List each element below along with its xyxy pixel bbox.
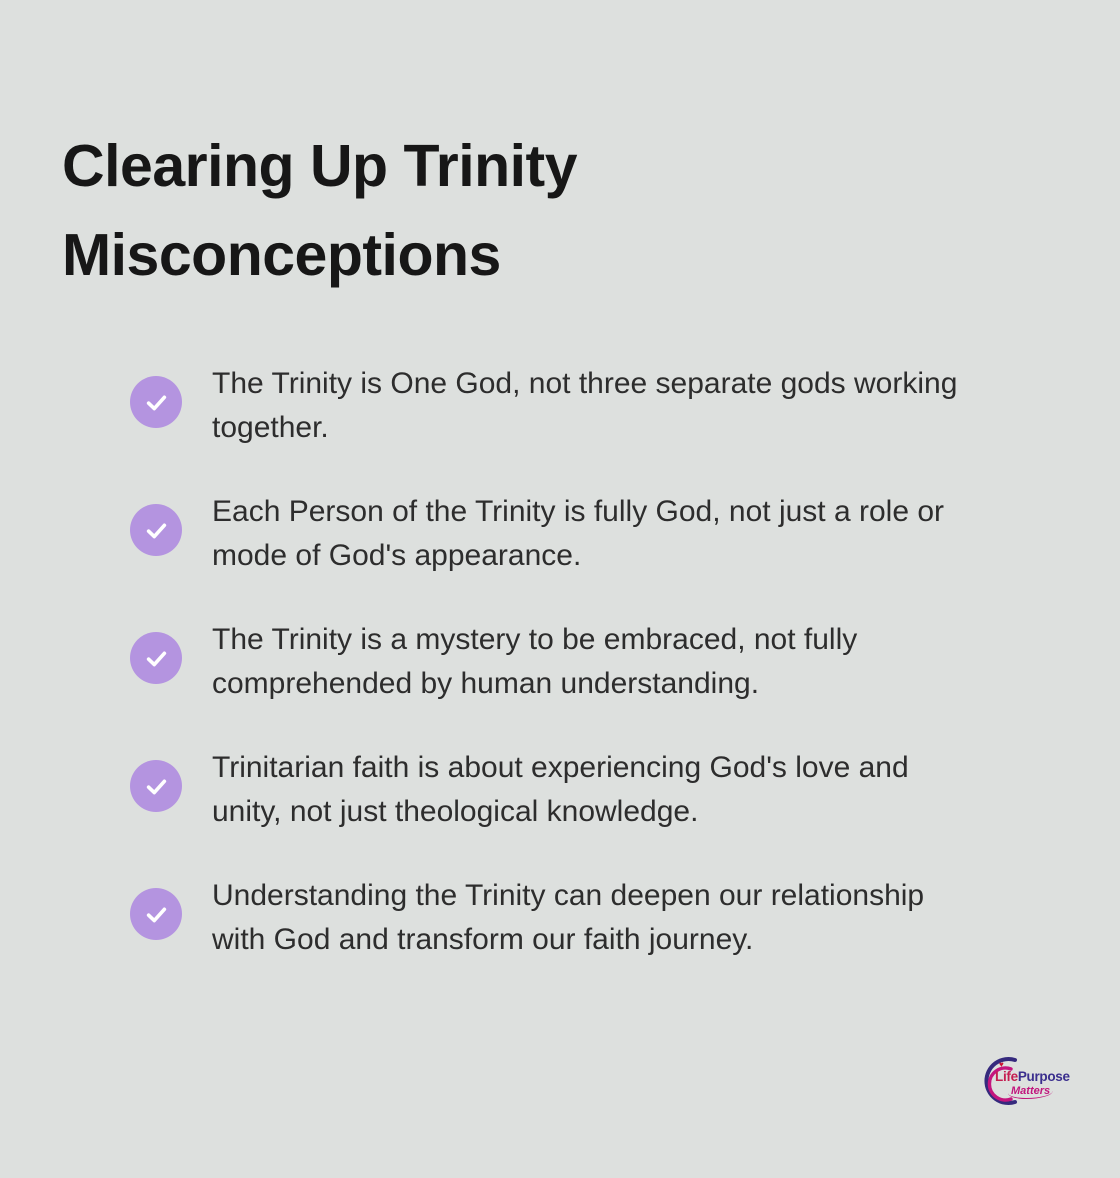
check-icon [130, 504, 182, 556]
logo-word-life: Life [995, 1069, 1018, 1084]
list-item [130, 874, 957, 962]
list-item-text: Understanding the Trinity can deepen our relationship with God and transform our faith journey. [212, 879, 925, 956]
list-item [130, 618, 957, 706]
list-item-text: Trinitarian faith is about experiencing God's love and unity, not just theological knowledge. [212, 751, 909, 828]
page-title-line-2: Misconceptions [62, 221, 501, 288]
check-icon [130, 376, 182, 428]
logo-wordmark [995, 1069, 1070, 1084]
check-icon [130, 888, 182, 940]
list-item-text: The Trinity is a mystery to be embraced, not fully comprehended by human understanding. [212, 623, 858, 700]
logo-word-matters: Matters [1008, 1085, 1053, 1099]
page-title-line-1: Clearing Up Trinity [62, 132, 578, 199]
check-icon [130, 760, 182, 812]
list-item-text: The Trinity is One God, not three separate gods working together. [212, 367, 958, 444]
list-item [130, 746, 957, 834]
heart-icon: ♥ [999, 1060, 1004, 1069]
brand-logo [970, 1052, 1070, 1112]
misconceptions-checklist [130, 362, 957, 1002]
list-item [130, 362, 957, 450]
list-item [130, 490, 957, 578]
logo-word-purpose: Purpose [1017, 1069, 1070, 1084]
check-icon [130, 632, 182, 684]
page-title [62, 122, 577, 300]
list-item-text: Each Person of the Trinity is fully God, not just a role or mode of God's appearance. [212, 495, 945, 572]
